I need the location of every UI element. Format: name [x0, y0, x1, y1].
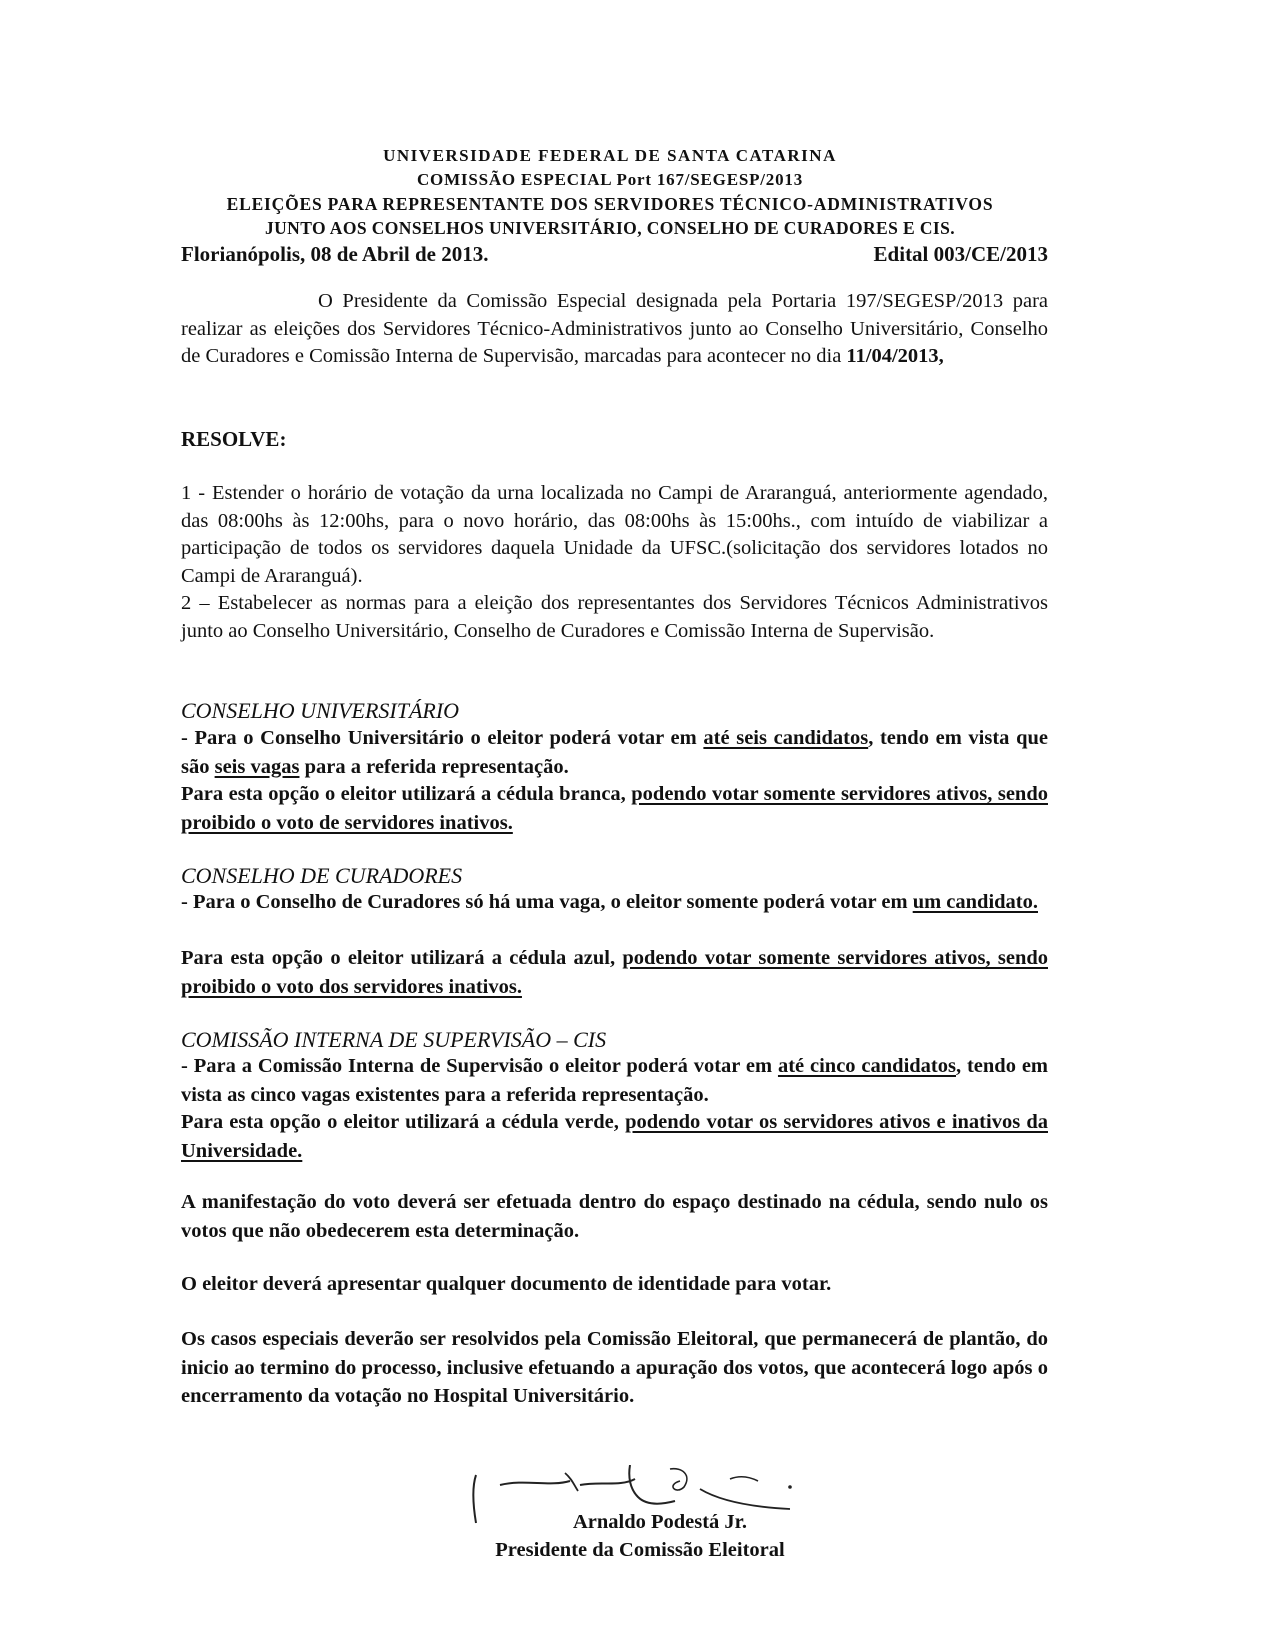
signatory-title: Presidente da Comissão Eleitoral	[495, 1539, 785, 1561]
cis-rule-2	[181, 1108, 1048, 1165]
header-councils: JUNTO AOS CONSELHOS UNIVERSITÁRIO, CONSELHO DE CURADORES E CIS.	[264, 218, 956, 238]
item-2: 2 – Estabelecer as normas para a eleição dos representantes dos Servidores Técnicos Administrativos junto ao Conselho Universitário, Conselho de Curadores e Comissão Interna de Supervisão.	[181, 592, 1048, 642]
header-commission: COMISSÃO ESPECIAL Port 167/SEGESP/2013	[416, 170, 804, 189]
resolve-heading: RESOLVE:	[181, 427, 287, 451]
place-date: Florianópolis, 08 de Abril de 2013.	[181, 242, 489, 266]
header-university: UNIVERSIDADE FEDERAL DE SANTA CATARINA	[383, 146, 837, 165]
item-1: 1 - Estender o horário de votação da urna localizada no Campi de Araranguá, anteriormente agendado, das 08:00hs às 12:00hs, para o novo horário, das 08:00hs às 15:00hs., com intuído de viabilizar a participação de todos os servidores daquela Unidade da UFSC.(solicitação dos servidores lotados no Campi de Araranguá).	[181, 482, 1048, 587]
intro-paragraph	[181, 288, 1048, 371]
cu-p1-underline-2: seis vagas	[214, 755, 300, 778]
edital-number: Edital 003/CE/2013	[873, 242, 1048, 266]
cis-p2-text-a: Para esta opção o eleitor utilizará a cédula verde,	[181, 1111, 626, 1133]
dateline	[181, 240, 1048, 268]
cc-p1-text-a: - Para o Conselho de Curadores só há uma vaga, o eleitor somente poderá votar em	[181, 891, 913, 913]
signature-block	[470, 1508, 850, 1564]
cc-p2-underline: podendo votar somente servidores ativos, sendo proibido o voto dos servidores inativos.	[181, 947, 1048, 998]
cu-p1-text-a: - Para o Conselho Universitário o eleitor poderá votar em	[181, 727, 704, 749]
cu-p1-text-b: , tendo em vista que são	[181, 727, 1048, 778]
cu-p1-text-c: para a referida representação.	[299, 755, 569, 778]
closing-paragraph-3: Os casos especiais deverão ser resolvidos pela Comissão Eleitoral, que permanecerá de plantão, do inicio ao termino do processo, inclusive efetuando a apuração dos votos, que acontecerá logo após o encerramento da votação no Hospital Universitário.	[181, 1328, 1048, 1407]
cis-p1-text-b: , tendo em vista as cinco vagas existentes para a referida representação.	[181, 1055, 1049, 1106]
section-heading-cis: COMISSÃO INTERNA DE SUPERVISÃO – CIS	[181, 1027, 607, 1052]
closing-paragraph-2: O eleitor deverá apresentar qualquer documento de identidade para votar.	[181, 1273, 832, 1295]
conselho-curadores-rule-2	[181, 944, 1048, 1001]
cis-rule-1	[181, 1052, 1048, 1109]
cis-p2-underline: podendo votar os servidores ativos e inativos da Universidade.	[181, 1111, 1048, 1162]
document-header	[170, 144, 1050, 240]
conselho-curadores-rule-1	[181, 888, 1048, 917]
election-date: 11/04/2013,	[846, 345, 944, 367]
conselho-universitario-rule-1	[181, 724, 1048, 781]
section-heading-conselho-universitario: CONSELHO UNIVERSITÁRIO	[181, 698, 460, 723]
cu-p1-underline-1: até seis candidatos	[703, 727, 869, 749]
closing-paragraph-1: A manifestação do voto deverá ser efetuada dentro do espaço destinado na cédula, sendo nulo os votos que não obedecerem esta determinação.	[181, 1191, 1048, 1242]
cis-p1-underline: até cinco candidatos	[777, 1055, 956, 1077]
section-heading-conselho-curadores: CONSELHO DE CURADORES	[181, 863, 463, 888]
cc-p2-text-a: Para esta opção o eleitor utilizará a cédula azul,	[181, 947, 623, 969]
cu-p2-text-a: Para esta opção o eleitor utilizará a cédula branca,	[181, 783, 632, 805]
intro-text: O Presidente da Comissão Especial designada pela Portaria 197/SEGESP/2013 para realizar as eleições dos Servidores Técnico-Administrativos junto ao Conselho Universitário, Conselho de Curadores e Comissão Interna de Supervisão, marcadas para acontecer no dia	[181, 290, 1048, 367]
cu-p2-underline: podendo votar somente servidores ativos, sendo proibido o voto de servidores inativos.	[181, 783, 1048, 834]
cc-p1-underline: um candidato.	[912, 891, 1038, 913]
cis-p1-text-a: - Para a Comissão Interna de Supervisão o eleitor poderá votar em	[181, 1055, 778, 1077]
conselho-universitario-rule-2	[181, 780, 1048, 837]
header-election-title: ELEIÇÕES PARA REPRESENTANTE DOS SERVIDORES TÉCNICO-ADMINISTRATIVOS	[226, 194, 994, 214]
signatory-name: Arnaldo Podestá Jr.	[572, 1511, 748, 1533]
